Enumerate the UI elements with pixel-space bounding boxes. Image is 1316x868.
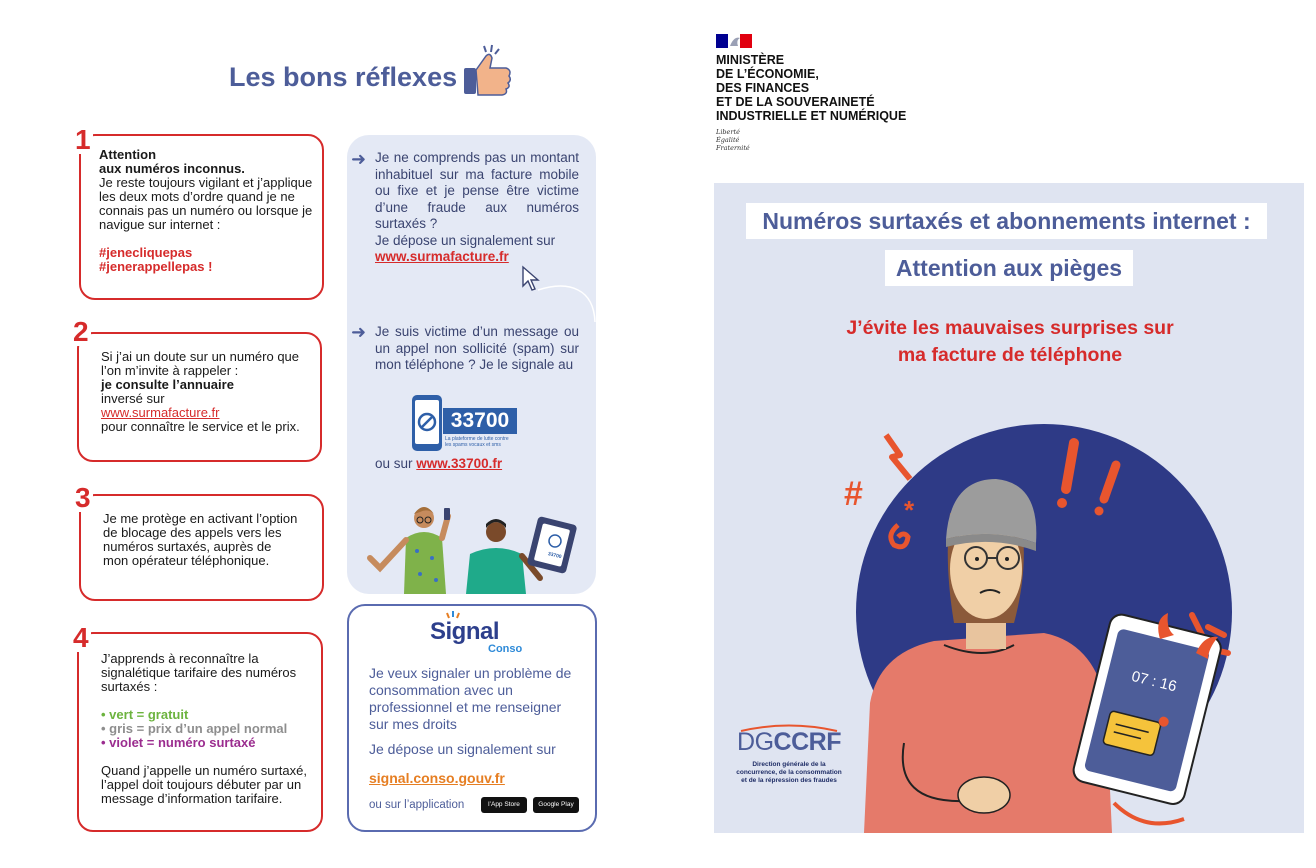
hashtag-2: #jenerappellepas ! <box>99 259 213 274</box>
signal-text-1: Je veux signaler un problème de consommation avec un professionnel et me renseigner sur mes droits <box>369 665 572 732</box>
tip-2-bold: je consulte l’annuaire <box>101 377 234 392</box>
page-title: Les bons réflexes <box>229 62 458 92</box>
phone-block-icon <box>410 394 444 452</box>
republic-motto <box>716 128 750 152</box>
surmafacture-link[interactable]: www.surmafacture.fr <box>101 405 220 420</box>
cover-title-1: Numéros surtaxés et abonnements internet : <box>746 203 1267 239</box>
signal-app-text: ou sur l’application <box>369 799 465 811</box>
tip-2-text-c: pour connaître le service et le prix. <box>101 419 300 434</box>
googleplay-badge[interactable]: Google Play <box>533 797 579 813</box>
spam-caption-b: les spams vocaux et sms <box>445 442 501 448</box>
motto-line: Liberté <box>716 128 740 136</box>
arrow-right-icon: ➜ <box>351 149 367 169</box>
dgccrf-caption: Direction générale de la concurrence, de la consommation et de la répression des fraudes <box>736 761 842 784</box>
step-number-1: 1 <box>75 124 91 155</box>
ministry-line: MINISTÈRE <box>716 53 785 67</box>
dgccrf-logo <box>733 728 845 785</box>
ministry-name <box>716 53 906 123</box>
thumbs-up-icon <box>456 42 516 102</box>
hash-symbol: # <box>844 475 863 513</box>
dg-main: CCRF <box>773 728 841 756</box>
cover-subtitle-line-1: J’évite les mauvaises surprises sur <box>846 317 1174 339</box>
tarif-violet: violet = numéro surtaxé <box>109 735 256 750</box>
signalconso-link[interactable]: signal.conso.gouv.fr <box>369 770 505 786</box>
step-number-2: 2 <box>73 316 89 347</box>
step-number-4: 4 <box>73 622 89 653</box>
tip-1-body: Je reste toujours vigilant et j’applique les deux mots d’ordre quand je ne connais pas un numéro ou lorsque je navigue sur internet : <box>99 175 313 232</box>
tip-1-heading-a: Attention <box>99 147 157 162</box>
tip-card-4: J’apprends à reconnaître la signalétique tarifaire des numéros surtaxés : • vert = gratuit • gris = prix d’un appel normal • violet = numéro surtaxé Quand j’appelle un numéro surtaxé, l’appel doit toujours débuter par un message d’information tarifaire. <box>77 632 323 832</box>
people-illustration <box>362 496 584 594</box>
asterisk-symbol: * <box>904 495 915 525</box>
tip-1-heading-b: aux numéros inconnus. <box>99 161 245 176</box>
dg-prefix: DG <box>737 728 774 756</box>
tip-card-1 <box>79 134 324 300</box>
phone-time: 07 : 16 <box>1129 667 1179 696</box>
tip-2-text-b: inversé sur <box>101 391 165 406</box>
marianne-flag-icon <box>716 34 752 48</box>
cover-title-2: Attention aux pièges <box>885 250 1133 286</box>
hashtag-1: #jenecliquepas <box>99 245 193 260</box>
cursor-icon <box>518 262 600 324</box>
arrow-right-icon: ➜ <box>351 322 367 342</box>
tablet-text: 33700 <box>547 551 563 561</box>
or-text: ou sur <box>375 456 413 471</box>
link-33700[interactable]: www.33700.fr <box>416 456 503 471</box>
tarif-green: vert = gratuit <box>109 707 189 722</box>
logo-arc-icon <box>737 724 841 732</box>
report-para-2: Je suis victime d’un message ou un appel non sollicité (spam) sur mon téléphone ? Je le signale au <box>375 324 579 372</box>
spam-number: 33700 <box>443 408 517 434</box>
surmafacture-report-link[interactable]: www.surmafacture.fr <box>375 249 509 264</box>
motto-line: Égalité <box>716 136 740 144</box>
spam-33700-logo <box>410 394 520 452</box>
tip-card-2 <box>77 332 322 462</box>
tarif-gray: gris = prix d’un appel normal <box>109 721 288 736</box>
cover-subtitle-line-2: ma facture de téléphone <box>897 344 1123 366</box>
tip-2-text-a: Si j’ai un doute sur un numéro que l’on m’invite à rappeler : <box>101 349 300 378</box>
tip-3-text: Je me protège en activant l’option de blocage des appels vers les numéros surtaxés, auprès de mon opérateur téléphonique. <box>103 511 298 568</box>
report-para-1: Je ne comprends pas un montant inhabituel sur ma facture mobile ou fixe et je pense être victime d’une fraude aux numéros surtaxés ? <box>375 150 579 231</box>
signal-text-2: Je dépose un signalement sur <box>369 741 556 757</box>
ministry-line: ET DE LA SOUVERAINETÉ <box>716 95 875 109</box>
signalconso-logo: Signal <box>430 618 500 645</box>
cover-subtitle <box>800 315 1220 369</box>
tip-card-3 <box>79 494 324 601</box>
motto-line: Fraternité <box>716 144 750 152</box>
ministry-line: INDUSTRIELLE ET NUMÉRIQUE <box>716 109 907 123</box>
ministry-line: DES FINANCES <box>716 81 810 95</box>
sparkle-icon <box>446 610 460 620</box>
report-para-1b: Je dépose un signalement sur <box>375 232 556 248</box>
step-number-3: 3 <box>75 482 91 513</box>
tip-4-text-a: J’apprends à reconnaître la signalétique tarifaire des numéros surtaxés : <box>101 651 297 694</box>
tip-4-text-b: Quand j’appelle un numéro surtaxé, l’appel doit toujours débuter par un message d’information tarifaire. <box>101 763 307 806</box>
signalconso-logo-sub: Conso <box>488 643 523 655</box>
appstore-badge[interactable]: l’App Store <box>481 797 527 813</box>
ministry-line: DE L’ÉCONOMIE, <box>716 67 819 81</box>
spam-caption-a: La plateforme de lutte contre <box>445 436 509 442</box>
